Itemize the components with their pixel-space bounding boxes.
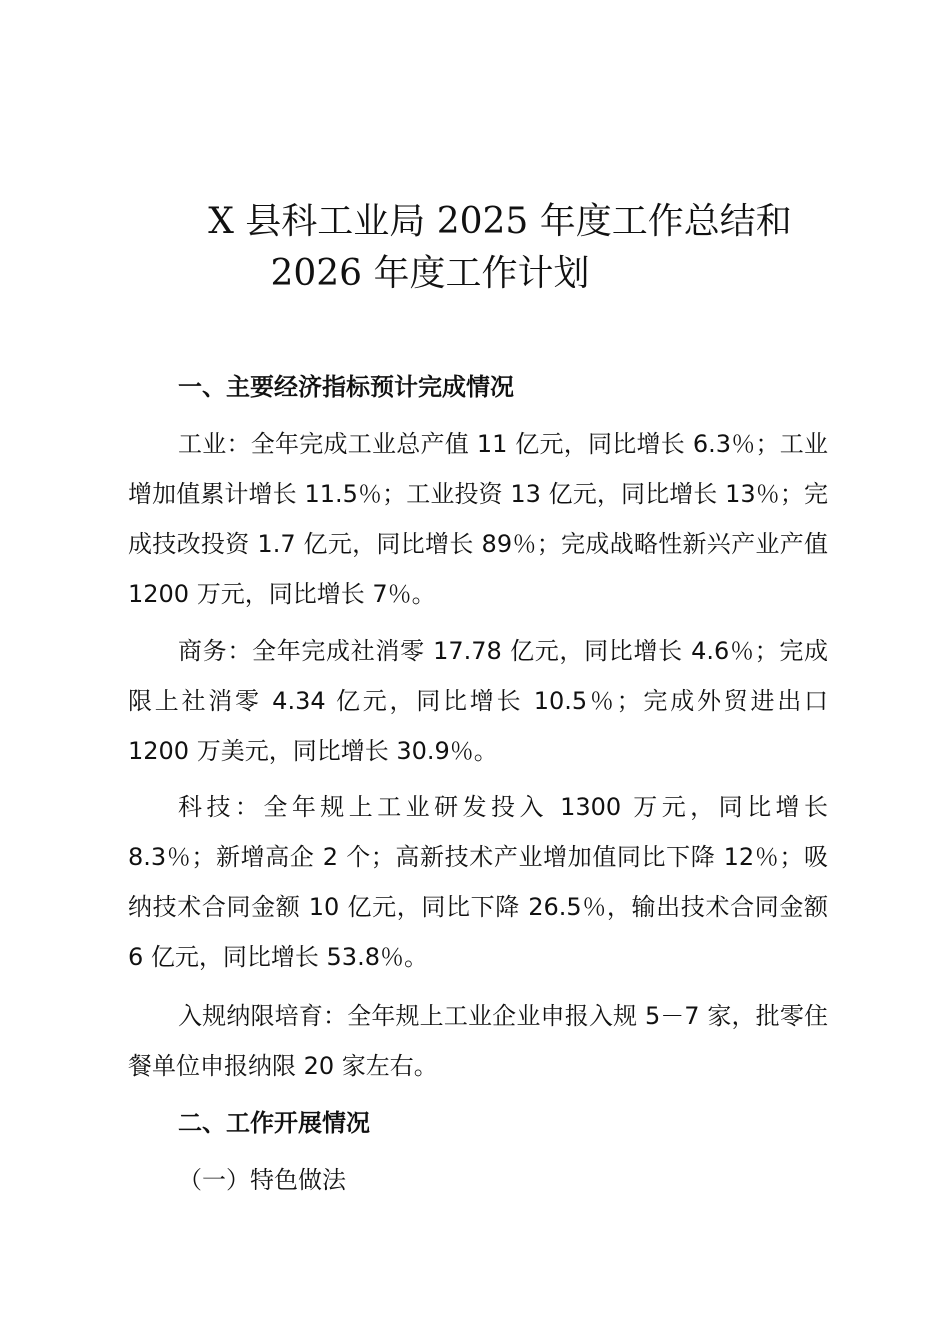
- paragraph-technology: 科技：全年规上工业研发投入 1300 万元，同比增长 8.3％；新增高企 2 个；高新技术产业增加值同比下降 12％；吸纳技术合同金额 10 亿元，同比下降 26.5％，输出技术合同金额 6 亿元，同比增长 53.8％。: [128, 793, 828, 971]
- paragraph-commerce: 商务：全年完成社消零 17.78 亿元，同比增长 4.6％；完成限上社消零 4.34 亿元，同比增长 10.5％；完成外贸进出口 1200 万美元，同比增长 30.9％。: [128, 637, 828, 765]
- paragraph-enterprise-cultivation: 入规纳限培育：全年规上工业企业申报入规 5－7 家，批零住餐单位申报纳限 20 家左右。: [128, 1002, 828, 1080]
- section-2-heading: 二、工作开展情况: [178, 1109, 370, 1137]
- paragraph-industry: 工业：全年完成工业总产值 11 亿元，同比增长 6.3％；工业增加值累计增长 11.5％；工业投资 13 亿元，同比增长 13％；完成技改投资 1.7 亿元，同比增长 89％；完成战略性新兴产业产值 1200 万元，同比增长 7％。: [128, 430, 828, 608]
- document-title-line-1: X 县科工业局 2025 年度工作总结和: [208, 201, 792, 242]
- document-title-line-2: 2026 年度工作计划: [270, 253, 590, 294]
- section-2-subheading: （一）特色做法: [178, 1166, 346, 1194]
- section-1-heading: 一、主要经济指标预计完成情况: [178, 373, 514, 401]
